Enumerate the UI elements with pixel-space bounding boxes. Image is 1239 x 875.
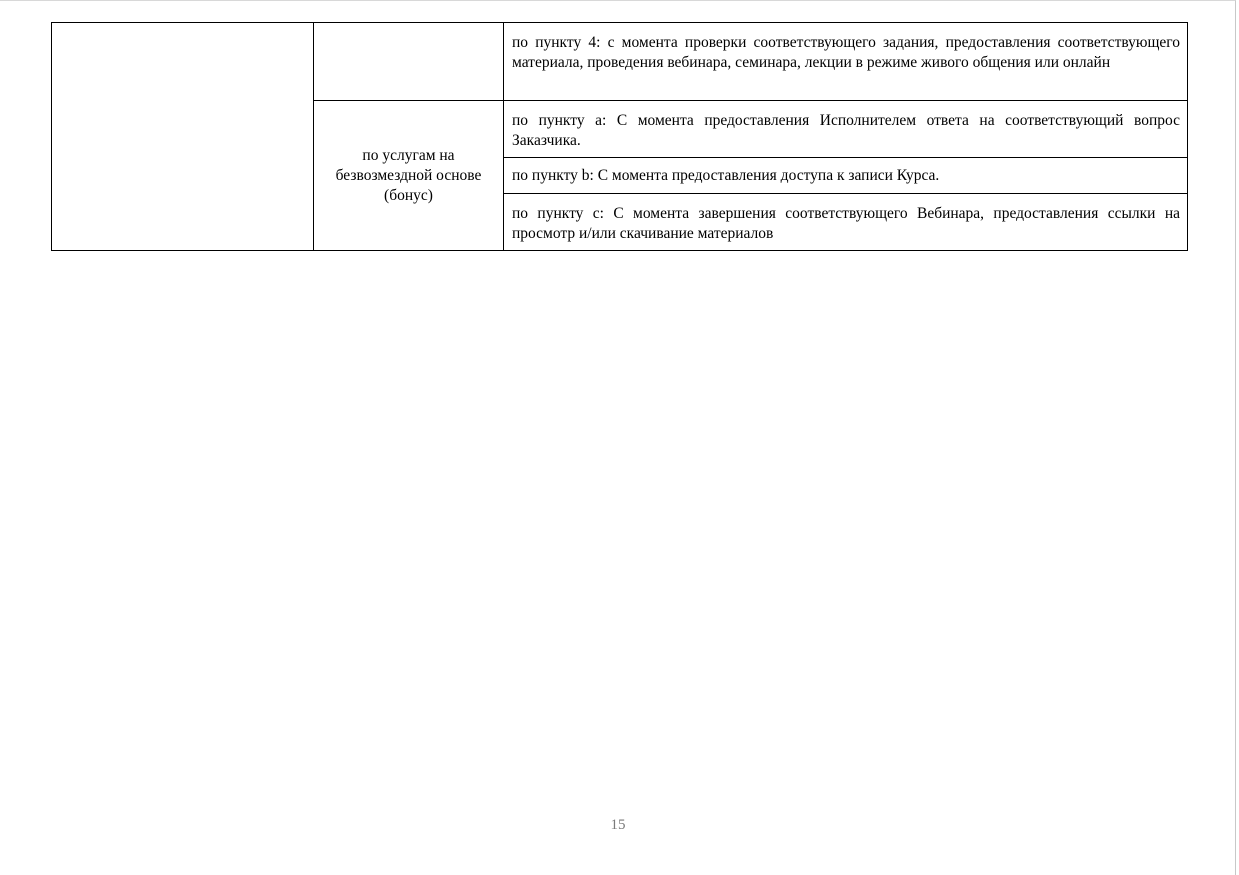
- clause-c-text: по пункту c: С момента завершения соответствующего Вебинара, предоставления ссылки на просмотр и/или скачивание материалов: [512, 205, 1180, 242]
- clause-4-text: по пункту 4: с момента проверки соответствующего задания, предоставления соответствующего материала, проведения вебинара, семинара, лекции в режиме живого общения или онлайн: [512, 34, 1180, 71]
- table-cell: [504, 194, 1188, 251]
- clause-b-text: по пункту b: С момента предоставления доступа к записи Курса.: [512, 167, 940, 184]
- clause-a-text: по пункту a: С момента предоставления Исполнителем ответа на соответствующий вопрос Заказчика.: [512, 112, 1180, 149]
- bonus-group-label: по услугам на безвозмездной основе (бонус): [335, 146, 482, 204]
- services-table: [51, 22, 1188, 251]
- table-cell: [504, 23, 1188, 101]
- table-row: [52, 23, 1188, 101]
- table-cell: [504, 158, 1188, 194]
- empty-cell-col2: [314, 23, 504, 101]
- bonus-group-label-cell: [314, 101, 504, 251]
- page-number: 15: [610, 817, 626, 833]
- table-cell: [504, 101, 1188, 158]
- empty-cell-col1: [52, 23, 314, 251]
